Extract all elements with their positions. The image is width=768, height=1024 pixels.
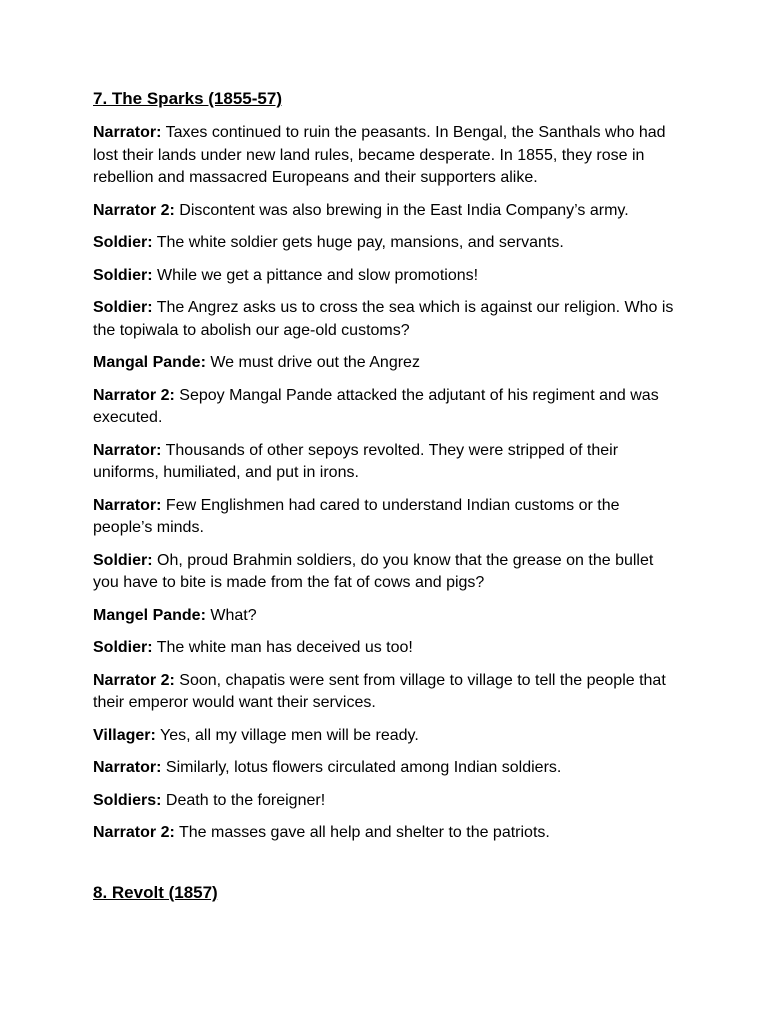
speaker-name: Narrator: xyxy=(93,496,162,514)
dialogue-text: Sepoy Mangal Pande attacked the adjutant of his regiment and was executed. xyxy=(93,386,659,426)
speaker-name: Narrator: xyxy=(93,759,162,776)
dialogue-line xyxy=(93,670,683,715)
dialogue-line xyxy=(93,725,683,748)
dialogue-line xyxy=(93,352,683,375)
dialogue-text: The Angrez asks us to cross the sea which is against our religion. Who is the topiwala to abolish our age-old customs? xyxy=(93,299,674,339)
dialogue-text: We must drive out the Angrez xyxy=(210,354,420,371)
speaker-name: Soldier: xyxy=(93,299,153,316)
dialogue-text: Oh, proud Brahmin soldiers, do you know that the grease on the bullet you have to bite is made from the fat of cows and pigs? xyxy=(93,551,654,591)
speaker-name: Narrator 2: xyxy=(93,671,175,689)
speaker-name: Soldier: xyxy=(93,551,153,569)
dialogue-line xyxy=(93,637,683,660)
dialogue-text: Similarly, lotus flowers circulated among Indian soldiers. xyxy=(165,759,562,776)
dialogue-text: Taxes continued to ruin the peasants. In Bengal, the Santhals who had lost their lands under new land rules, became desperate. In 1855, they rose in rebellion and massacred Europeans and their supporters alike. xyxy=(93,124,666,186)
section-heading-sparks: 7. The Sparks (1855-57) xyxy=(93,89,282,108)
dialogue-line xyxy=(93,757,683,780)
speaker-name: Narrator: xyxy=(93,441,162,459)
speaker-name: Narrator 2: xyxy=(93,386,175,404)
speaker-name: Soldiers: xyxy=(93,791,162,809)
dialogue-text: Few Englishmen had cared to understand Indian customs or the people’s minds. xyxy=(93,496,620,536)
script-dialogue xyxy=(93,122,683,855)
dialogue-line xyxy=(93,385,683,430)
section-heading-revolt: 8. Revolt (1857) xyxy=(93,883,218,902)
speaker-name: Mangel Pande: xyxy=(93,606,206,624)
dialogue-text: Discontent was also brewing in the East India Company’s army. xyxy=(179,201,629,219)
speaker-name: Soldier: xyxy=(93,639,153,656)
dialogue-text: Death to the foreigner! xyxy=(165,791,326,809)
speaker-name: Mangal Pande: xyxy=(93,354,206,371)
dialogue-line xyxy=(93,232,683,255)
document-page xyxy=(93,0,683,1024)
speaker-name: Soldier: xyxy=(93,266,153,284)
dialogue-line xyxy=(93,265,683,288)
dialogue-line xyxy=(93,495,683,540)
dialogue-line xyxy=(93,822,683,845)
dialogue-text: The masses gave all help and shelter to the patriots. xyxy=(178,824,550,841)
dialogue-line xyxy=(93,605,683,628)
dialogue-text: Yes, all my village men will be ready. xyxy=(160,726,419,744)
dialogue-text: What? xyxy=(210,606,257,624)
dialogue-text: Thousands of other sepoys revolted. They were stripped of their uniforms, humiliated, and put in irons. xyxy=(93,441,619,481)
dialogue-text: Soon, chapatis were sent from village to village to tell the people that their emperor would want their services. xyxy=(93,671,666,711)
dialogue-line xyxy=(93,122,683,190)
dialogue-text: The white man has deceived us too! xyxy=(156,639,413,656)
dialogue-line xyxy=(93,790,683,813)
dialogue-line xyxy=(93,550,683,595)
dialogue-line xyxy=(93,297,683,342)
dialogue-line xyxy=(93,440,683,485)
speaker-name: Narrator 2: xyxy=(93,824,175,841)
speaker-name: Villager: xyxy=(93,726,156,744)
dialogue-line xyxy=(93,200,683,223)
speaker-name: Soldier: xyxy=(93,234,153,251)
speaker-name: Narrator: xyxy=(93,124,162,141)
speaker-name: Narrator 2: xyxy=(93,201,175,219)
dialogue-text: The white soldier gets huge pay, mansions, and servants. xyxy=(156,234,564,251)
dialogue-text: While we get a pittance and slow promotions! xyxy=(157,266,479,284)
